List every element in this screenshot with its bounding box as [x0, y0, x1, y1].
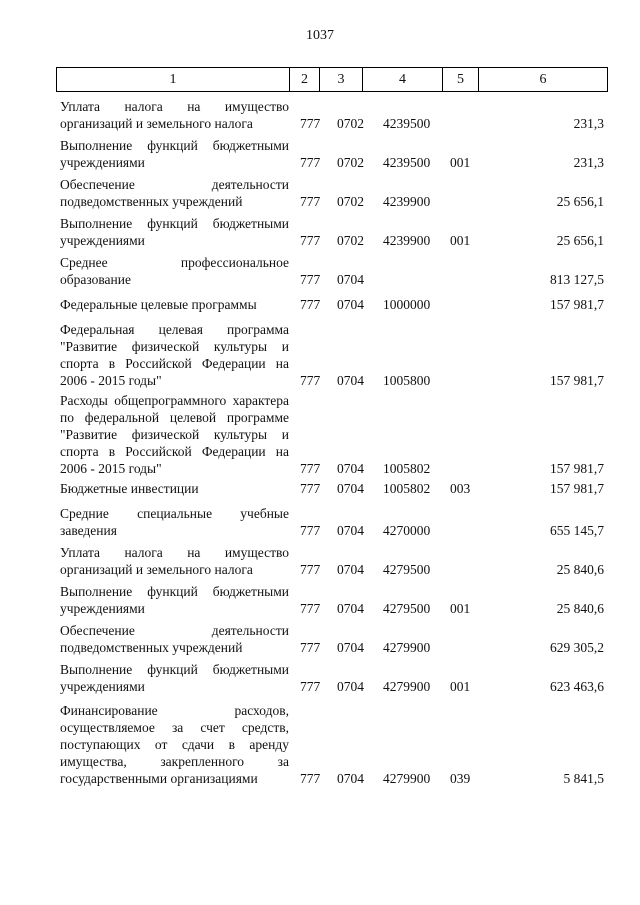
- row-cell-c5: 001: [450, 155, 471, 170]
- row-cell-c3: 0704: [337, 373, 364, 388]
- row-cell-c2: 777: [300, 461, 321, 476]
- row-cell-c2: 777: [300, 297, 321, 312]
- row-cell-c2: 777: [300, 155, 321, 170]
- row-cell-c5: 001: [450, 233, 471, 248]
- row-cell-c2: 777: [300, 194, 321, 209]
- row-name: Выполнение функций бюджетными учреждениями: [60, 216, 289, 248]
- row-name: Бюджетные инвестиции: [60, 481, 199, 496]
- page-number: 1037: [306, 28, 334, 43]
- row-cell-c3: 0702: [337, 155, 364, 170]
- row-cell-c3: 0704: [337, 481, 364, 496]
- column-header-1: 1: [57, 68, 290, 91]
- table-row: [0, 254, 640, 288]
- row-cell-c3: 0704: [337, 523, 364, 538]
- row-cell-c5: 001: [450, 601, 471, 616]
- row-cell-c6: 813 127,5: [550, 272, 604, 287]
- table-row: [0, 392, 640, 477]
- row-cell-c6: 231,3: [573, 155, 604, 170]
- row-cell-c2: 777: [300, 481, 321, 496]
- row-cell-c2: 777: [300, 640, 321, 655]
- row-cell-c6: 157 981,7: [550, 297, 604, 312]
- row-name: Уплата налога на имущество организаций и земельного налога: [60, 99, 289, 131]
- row-name: Выполнение функций бюджетными учреждениями: [60, 662, 289, 694]
- row-cell-c2: 777: [300, 272, 321, 287]
- row-cell-c4: 4279500: [383, 601, 431, 616]
- row-cell-c6: 25 840,6: [556, 601, 604, 616]
- row-cell-c2: 777: [300, 679, 321, 694]
- row-name: Федеральные целевые программы: [60, 297, 257, 312]
- row-cell-c6: 5 841,5: [563, 771, 604, 786]
- row-name: Выполнение функций бюджетными учреждениями: [60, 138, 289, 170]
- row-cell-c3: 0704: [337, 771, 364, 786]
- row-cell-c6: 629 305,2: [550, 640, 604, 655]
- row-cell-c3: 0704: [337, 297, 364, 312]
- row-cell-c4: 4239900: [383, 233, 431, 248]
- row-cell-c6: 25 656,1: [556, 233, 604, 248]
- row-cell-c6: 25 656,1: [556, 194, 604, 209]
- row-name: Средние специальные учебные заведения: [60, 506, 289, 538]
- column-header-4: 4: [363, 68, 443, 91]
- row-cell-c6: 157 981,7: [550, 373, 604, 388]
- row-name: Среднее профессиональное образование: [60, 255, 289, 287]
- row-name: Обеспечение деятельности подведомственных учреждений: [60, 623, 289, 655]
- row-cell-c4: 1005800: [383, 373, 431, 388]
- row-cell-c3: 0704: [337, 272, 364, 287]
- row-cell-c4: 4279500: [383, 562, 431, 577]
- row-cell-c4: 4239500: [383, 155, 431, 170]
- row-cell-c4: 4279900: [383, 640, 431, 655]
- row-name: Обеспечение деятельности подведомственных учреждений: [60, 177, 289, 209]
- row-cell-c4: 4239900: [383, 194, 431, 209]
- row-cell-c4: 4239500: [383, 116, 431, 131]
- column-header-5: 5: [443, 68, 479, 91]
- row-cell-c6: 231,3: [573, 116, 604, 131]
- table-row: [0, 661, 640, 695]
- table-row: [0, 296, 640, 313]
- row-cell-c6: 25 840,6: [556, 562, 604, 577]
- row-name: Уплата налога на имущество организаций и земельного налога: [60, 545, 289, 577]
- row-cell-c6: 623 463,6: [550, 679, 604, 694]
- row-cell-c2: 777: [300, 116, 321, 131]
- table-row: [0, 702, 640, 787]
- row-cell-c4: 4270000: [383, 523, 431, 538]
- table-row: [0, 321, 640, 389]
- row-cell-c4: 1000000: [383, 297, 431, 312]
- table-row: [0, 480, 640, 497]
- table-row: [0, 176, 640, 210]
- column-header-3: 3: [320, 68, 363, 91]
- row-name: Выполнение функций бюджетными учреждениями: [60, 584, 289, 616]
- table-row: [0, 583, 640, 617]
- row-cell-c6: 157 981,7: [550, 481, 604, 496]
- row-cell-c3: 0704: [337, 640, 364, 655]
- row-cell-c6: 655 145,7: [550, 523, 604, 538]
- table-row: [0, 137, 640, 171]
- row-cell-c2: 777: [300, 523, 321, 538]
- row-cell-c2: 777: [300, 771, 321, 786]
- row-name: Расходы общепрограммного характера по федеральной целевой программе "Развитие физической культуры и спорта в Российской Федерации на 2006 - 2015 годы": [60, 393, 289, 476]
- row-cell-c4: 1005802: [383, 481, 431, 496]
- table-row: [0, 544, 640, 578]
- row-cell-c3: 0702: [337, 194, 364, 209]
- table-row: [0, 505, 640, 539]
- table-row: [0, 215, 640, 249]
- row-cell-c4: 4279900: [383, 771, 431, 786]
- row-cell-c3: 0704: [337, 461, 364, 476]
- row-name: Финансирование расходов, осуществляемое за счет средств, поступающих от сдачи в аренду имущества, закрепленного за государственными организациями: [60, 703, 289, 786]
- table-row: [0, 98, 640, 132]
- row-cell-c3: 0702: [337, 116, 364, 131]
- row-cell-c2: 777: [300, 373, 321, 388]
- column-header-2: 2: [290, 68, 320, 91]
- row-cell-c4: 1005802: [383, 461, 431, 476]
- row-cell-c2: 777: [300, 562, 321, 577]
- row-cell-c2: 777: [300, 233, 321, 248]
- row-cell-c5: 039: [450, 771, 471, 786]
- row-cell-c5: 003: [450, 481, 471, 496]
- row-name: Федеральная целевая программа "Развитие физической культуры и спорта в Российской Федерации на 2006 - 2015 годы": [60, 322, 289, 388]
- row-cell-c3: 0704: [337, 562, 364, 577]
- row-cell-c3: 0704: [337, 601, 364, 616]
- row-cell-c2: 777: [300, 601, 321, 616]
- row-cell-c3: 0702: [337, 233, 364, 248]
- row-cell-c4: 4279900: [383, 679, 431, 694]
- row-cell-c5: 001: [450, 679, 471, 694]
- table-row: [0, 622, 640, 656]
- row-cell-c6: 157 981,7: [550, 461, 604, 476]
- row-cell-c3: 0704: [337, 679, 364, 694]
- column-header-6: 6: [539, 72, 547, 87]
